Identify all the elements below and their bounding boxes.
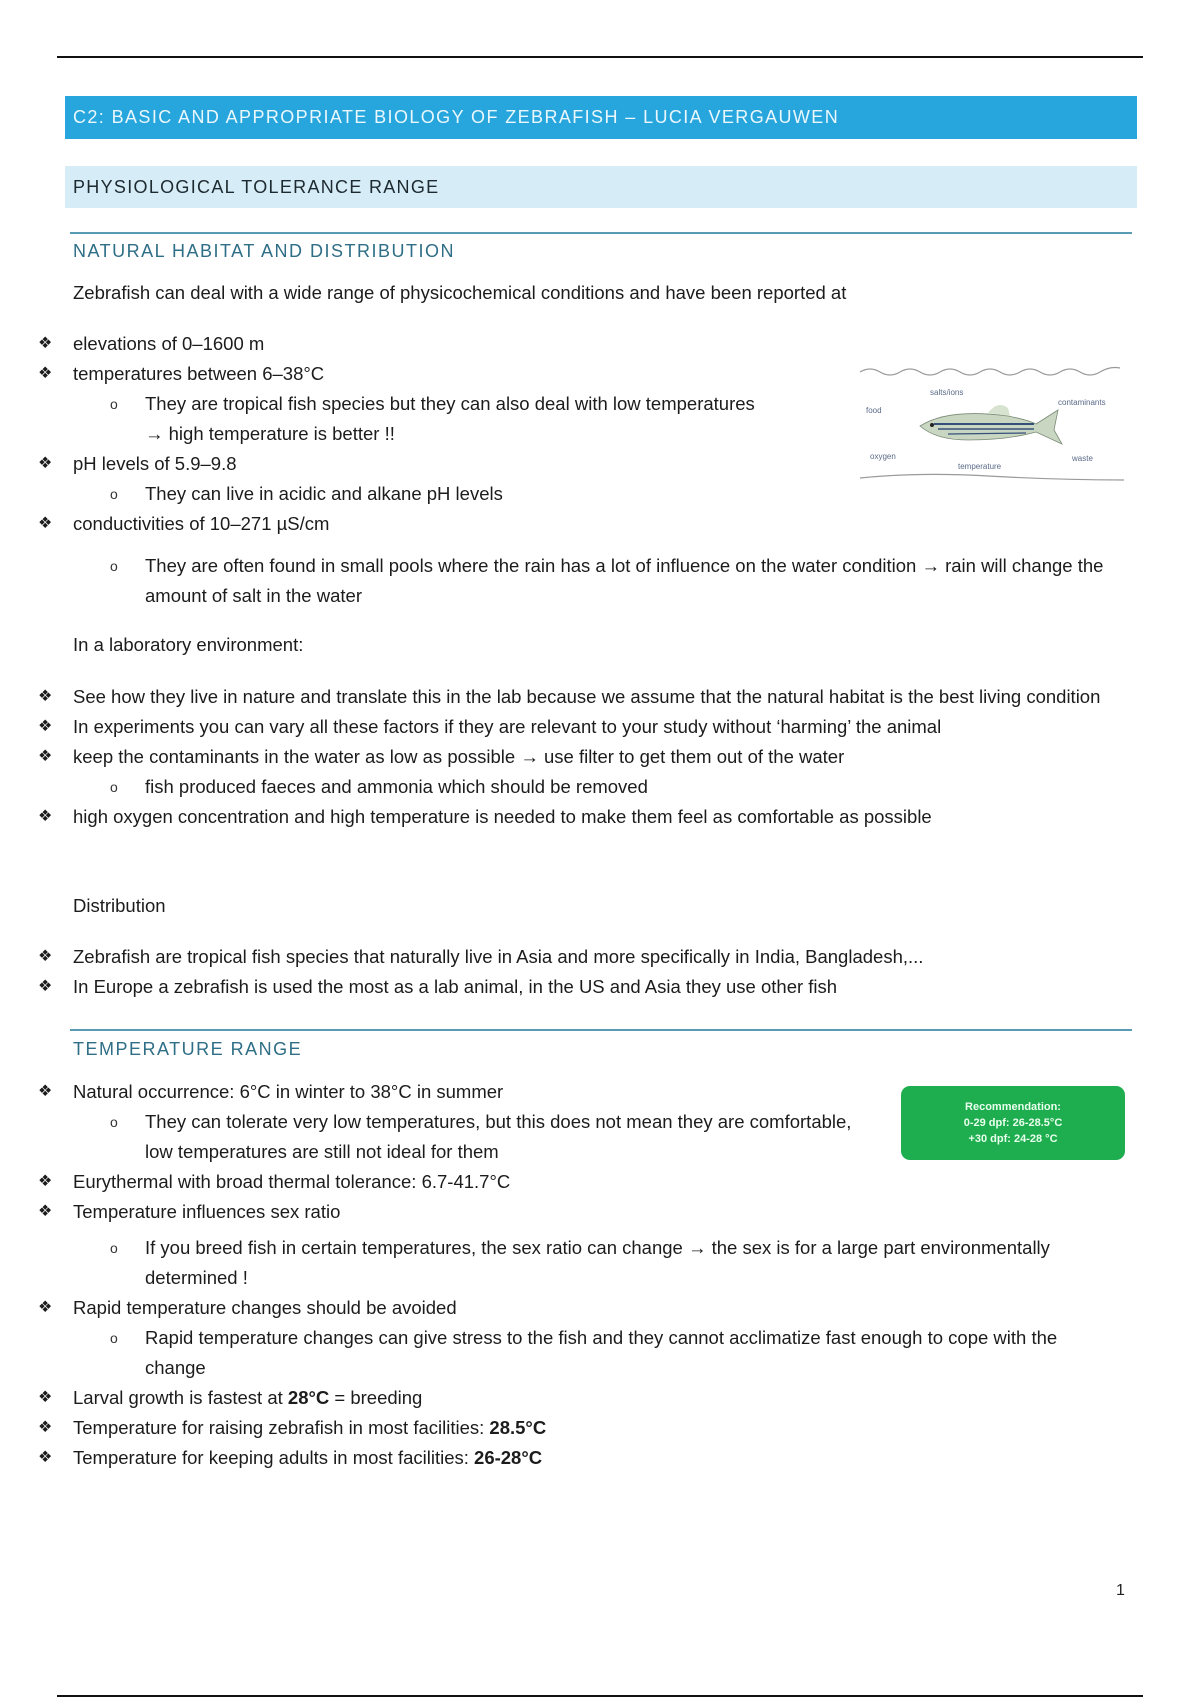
diamond-bullet-icon: ❖: [38, 1203, 53, 1220]
diamond-bullet-icon: ❖: [38, 748, 53, 765]
diamond-bullet-icon: ❖: [38, 1419, 53, 1436]
lab-intro: In a laboratory environment:: [73, 634, 304, 655]
list-item: ❖ pH levels of 5.9–9.8: [0, 449, 840, 479]
chapter-title: C2: BASIC AND APPROPRIATE BIOLOGY OF ZEBRAFISH – LUCIA VERGAUWEN: [73, 107, 840, 127]
list-item: ❖ Eurythermal with broad thermal tolerance: 6.7-41.7°C: [0, 1167, 860, 1197]
list-item: ❖ conductivities of 10–271 µS/cm: [0, 509, 840, 539]
sub-list-item: o fish produced faeces and ammonia which should be removed: [0, 772, 1125, 802]
recommendation-title: Recommendation:: [965, 1101, 1061, 1113]
circle-bullet-icon: o: [110, 1240, 118, 1256]
list-item: ❖ temperatures between 6–38°C: [0, 359, 840, 389]
recommendation-box: [901, 1086, 1125, 1160]
habitat-heading: NATURAL HABITAT AND DISTRIBUTION: [73, 241, 456, 261]
list-item: ❖ Natural occurrence: 6°C in winter to 38°C in summer: [0, 1077, 860, 1107]
temperature-list: [0, 1077, 860, 1227]
circle-bullet-icon: o: [110, 1330, 118, 1346]
diamond-bullet-icon: ❖: [38, 335, 53, 352]
circle-bullet-icon: o: [110, 1114, 118, 1130]
list-item: ❖ Zebrafish are tropical fish species that naturally live in Asia and more specifically in India, Bangladesh,...: [0, 942, 1125, 972]
distribution-label: Distribution: [73, 895, 166, 916]
temperature-heading: TEMPERATURE RANGE: [73, 1039, 303, 1059]
diamond-bullet-icon: ❖: [38, 1173, 53, 1190]
diamond-bullet-icon: ❖: [38, 688, 53, 705]
diamond-bullet-icon: ❖: [38, 455, 53, 472]
circle-bullet-icon: o: [110, 486, 118, 502]
diamond-bullet-icon: ❖: [38, 365, 53, 382]
sub-list-item: o If you breed fish in certain temperatures, the sex ratio can change → the sex is for a large part environmentally determined !: [0, 1233, 1105, 1293]
diamond-bullet-icon: ❖: [38, 1389, 53, 1406]
list-item: ❖ keep the contaminants in the water as low as possible → use filter to get them out of the water: [0, 742, 1125, 772]
sub-list-item: o They are often found in small pools where the rain has a lot of influence on the water condition → rain will change the amount of salt in the water: [0, 551, 1120, 611]
sub-list-item: o They can live in acidic and alkane pH levels: [0, 479, 840, 509]
diamond-bullet-icon: ❖: [38, 978, 53, 995]
figure-label-salts: salts/ions: [930, 388, 964, 397]
list-item: ❖ In experiments you can vary all these factors if they are relevant to your study without ‘harming’ the animal: [0, 712, 1125, 742]
sub-list-item: o They can tolerate very low temperatures, but this does not mean they are comfortable, low temperatures are still not ideal for them: [0, 1107, 855, 1167]
sub-list-item: o Rapid temperature changes can give stress to the fish and they cannot acclimatize fast enough to cope with the change: [0, 1323, 1105, 1383]
figure-label-temperature: temperature: [958, 462, 1002, 471]
recommendation-line-2: +30 dpf: 24-28 °C: [968, 1133, 1058, 1145]
diamond-bullet-icon: ❖: [38, 1083, 53, 1100]
diamond-bullet-icon: ❖: [38, 515, 53, 532]
list-item: ❖ Larval growth is fastest at 28°C = breeding: [0, 1383, 1125, 1413]
diamond-bullet-icon: ❖: [38, 808, 53, 825]
list-item: ❖ elevations of 0–1600 m: [0, 329, 840, 359]
bottom-rule: [57, 1695, 1143, 1697]
chapter-title-banner: [65, 96, 1137, 139]
list-item: ❖ Temperature for raising zebrafish in most facilities: 28.5°C: [0, 1413, 1125, 1443]
figure-label-food: food: [866, 406, 882, 415]
list-item: ❖ Rapid temperature changes should be avoided: [0, 1293, 1125, 1323]
lab-list: [0, 682, 1125, 832]
section-divider: [70, 232, 1132, 234]
distribution-list: [0, 942, 1125, 1002]
circle-bullet-icon: o: [110, 396, 118, 412]
figure-label-waste: waste: [1072, 454, 1093, 463]
circle-bullet-icon: o: [110, 558, 118, 574]
page-number: 1: [1116, 1582, 1125, 1599]
section-title-banner: [65, 166, 1137, 208]
diamond-bullet-icon: ❖: [38, 1299, 53, 1316]
diamond-bullet-icon: ❖: [38, 718, 53, 735]
habitat-intro: Zebrafish can deal with a wide range of physicochemical conditions and have been reported at: [73, 282, 847, 303]
list-item: ❖ high oxygen concentration and high temperature is needed to make them feel as comfortable as possible: [0, 802, 1125, 832]
section-title: PHYSIOLOGICAL TOLERANCE RANGE: [73, 176, 440, 197]
circle-bullet-icon: o: [110, 779, 118, 795]
top-rule: [57, 56, 1143, 58]
habitat-list-cont: [0, 551, 1120, 611]
section-divider: [70, 1029, 1132, 1031]
list-item: ❖ In Europe a zebrafish is used the most as a lab animal, in the US and Asia they use other fish: [0, 972, 1125, 1002]
diamond-bullet-icon: ❖: [38, 1449, 53, 1466]
zebrafish-environment-figure: [858, 358, 1126, 488]
figure-label-oxygen: oxygen: [870, 452, 896, 461]
sub-list-item: o They are tropical fish species but they can also deal with low temperatures → high temperature is better !!: [0, 389, 765, 449]
list-item: ❖ Temperature for keeping adults in most facilities: 26-28°C: [0, 1443, 1125, 1473]
recommendation-line-1: 0-29 dpf: 26-28.5°C: [963, 1117, 1063, 1129]
list-item: ❖ Temperature influences sex ratio: [0, 1197, 860, 1227]
list-item: ❖ See how they live in nature and translate this in the lab because we assume that the natural habitat is the best living condition: [0, 682, 1125, 712]
temperature-list-cont: [0, 1233, 1125, 1473]
habitat-list: [0, 329, 840, 539]
figure-label-contaminants: contaminants: [1058, 398, 1106, 407]
diamond-bullet-icon: ❖: [38, 948, 53, 965]
